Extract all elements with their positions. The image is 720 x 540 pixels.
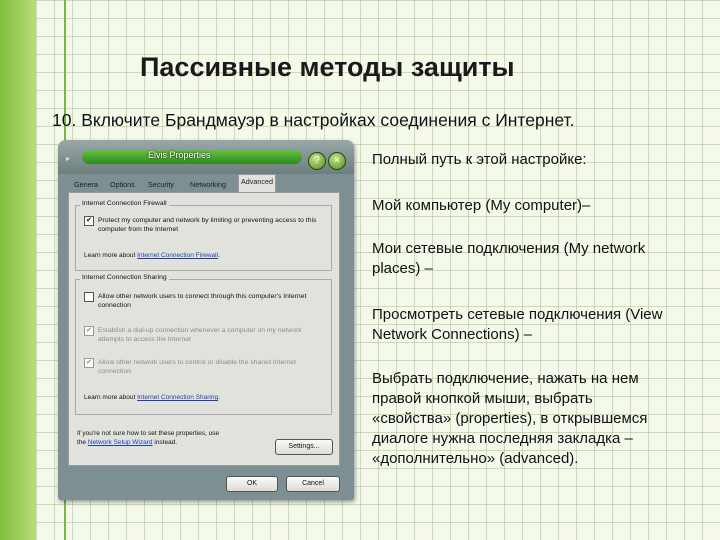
slide-title: Пассивные методы защиты [140,52,515,82]
tab-networking[interactable]: Networking [190,180,226,189]
instructions-heading: Полный путь к этой настройке: [372,151,587,168]
advanced-panel [68,192,340,466]
sharing-group [75,274,332,415]
sharing-learn-prefix: Learn more about [84,394,136,401]
firewall-checkbox[interactable] [84,216,94,226]
left-decor-bar [0,0,36,540]
network-setup-wizard-link[interactable]: Network Setup Wizard [87,439,153,446]
cancel-button[interactable]: Cancel [286,476,340,492]
firewall-group-title: Internet Connection Firewall [82,200,167,207]
wizard-hint-prefix: the [77,439,87,446]
tab-advanced[interactable]: Advanced [238,174,276,192]
sharing-group-title: Internet Connection Sharing [82,274,167,281]
system-menu-icon[interactable]: ▸ [66,154,71,163]
allow-connect-label: Allow other network users to connect through this computer's Internet connection [98,293,307,309]
wizard-hint-suffix: instead. [154,439,178,446]
instruction-step-4: Выбрать подключение, нажать на нем правой кнопкой мыши, выбрать «свойства» (properties), в открывшемся диалоге нужна последняя закладка – «дополнительно» (advanced). [372,370,648,467]
ok-button[interactable]: OK [226,476,278,492]
dial-label: Establish a dial-up connection whenever a computer on my network attempts to access the Internet [98,327,302,343]
dialog-titlebar[interactable] [58,140,354,174]
instruction-step-2: Мои сетевые подключения (My network places) – [372,240,646,277]
close-button[interactable]: × [328,152,346,170]
tab-security[interactable]: Security [148,180,174,189]
firewall-learn-more: Learn more about Internet Connection Firewall. [84,252,220,259]
firewall-group [75,200,332,271]
firewall-learn-prefix: Learn more about [84,252,136,259]
wizard-hint-line1: If you're not sure how to set these properties, use [77,430,220,437]
sharing-learn-link[interactable]: Internet Connection Sharing [137,394,219,401]
instruction-step-1: Мой компьютер (My computer)– [372,197,591,214]
dialog-title: Elvis Properties [148,150,211,160]
tab-general[interactable]: Genera [74,180,98,189]
dial-checkbox[interactable] [84,326,94,336]
slide-subtitle: 10. Включите Брандмауэр в настройках соединения с Интернет. [52,110,575,130]
control-checkbox[interactable] [84,358,94,368]
wizard-hint [77,429,267,447]
tab-options[interactable]: Options [110,180,135,189]
control-label: Allow other network users to control or disable the shared Internet connection [98,359,296,375]
help-button[interactable]: ? [308,152,326,170]
sharing-learn-more: Learn more about Internet Connection Sharing. [84,394,220,401]
instruction-step-3: Просмотреть сетевые подключения (View Network Connections) – [372,306,663,343]
allow-connect-checkbox[interactable] [84,292,94,302]
firewall-learn-link[interactable]: Internet Connection Firewall [137,252,219,259]
firewall-checkbox-label: Protect my computer and network by limiting or preventing access to this computer from the Internet [98,217,317,233]
settings-button[interactable]: Settings... [275,439,333,455]
properties-dialog [58,140,354,500]
